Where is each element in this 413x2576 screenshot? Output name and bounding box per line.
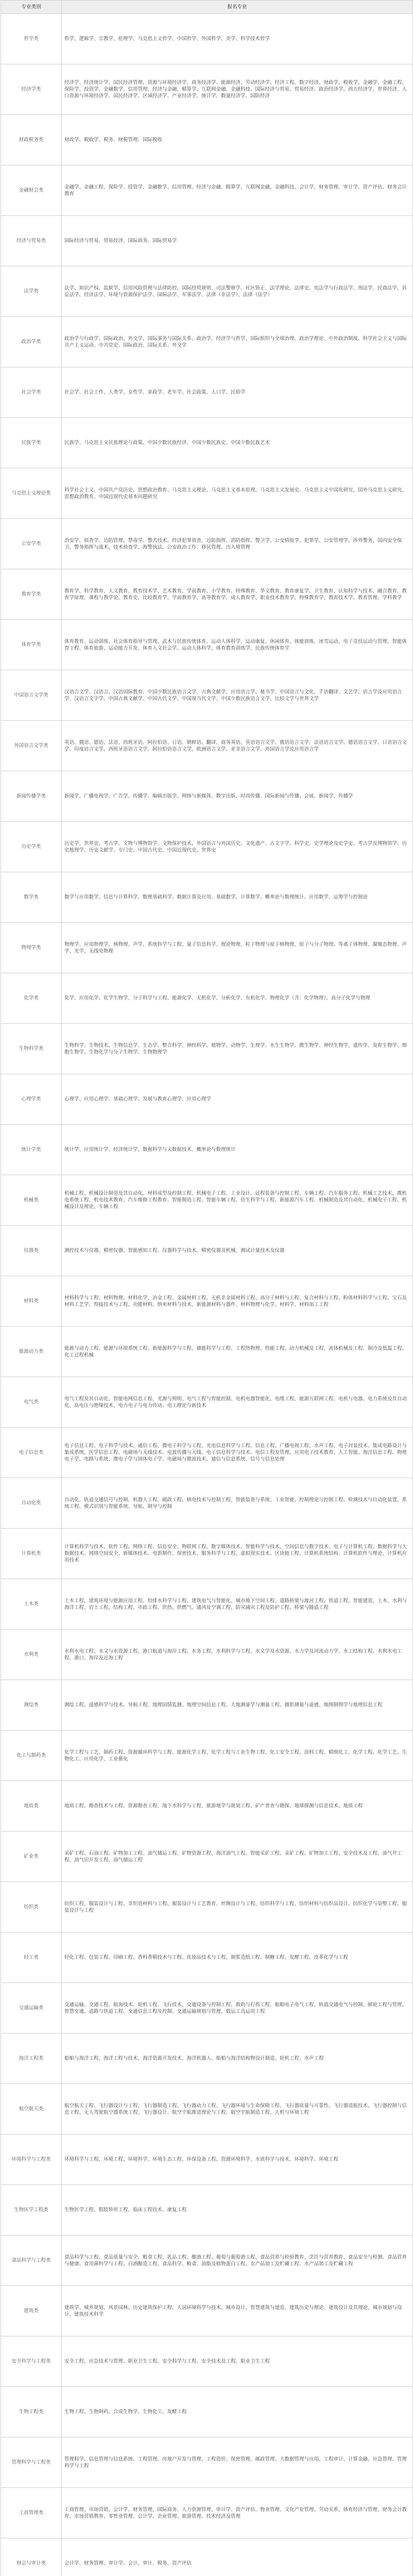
category-cell: 矿业类 — [1, 1832, 62, 1882]
majors-cell: 化学、应用化学、化学生物学、分子科学与工程、能源化学、无机化学、分析化学、有机化学、物理化学（含：化学物理）、高分子化学与物理 — [62, 973, 413, 1024]
category-cell: 统计学类 — [1, 1125, 62, 1175]
category-cell: 安全科学与工程类 — [1, 2336, 62, 2387]
majors-cell: 政治学与行政学、国际政治、外交学、国际事务与国际关系、政治学、经济学与哲学、国际组织与全球治理、政治学理论、中外政治制度、科学社会主义与国际共产主义运动、中共党史、国际政治、国际关系、外交学 — [62, 317, 413, 367]
category-cell: 化工与制药类 — [1, 1731, 62, 1781]
table-row — [1, 317, 413, 367]
table-row — [1, 1630, 413, 1680]
majors-cell: 生物科学、生物技术、生物信息学、生态学、整合科学、神经科学、植物学、动物学、生理学、水生生物学、微生物学、神经生物学、遗传学、发育生物学、细胞生物学、生物化学与分子生物学、生物物理学 — [62, 1024, 413, 1074]
table-row — [1, 1882, 413, 1933]
table-row — [1, 2437, 413, 2488]
table-row — [1, 418, 413, 468]
majors-cell: 历史学、世界史、考古学、文物与博物馆学、文物保护技术、外国语言与外国历史、文化遗产、古文字学、科学史、史学理论及史学史、考古学及博物馆学、历史地理学、历史文献学、专门史、中国古代史、中国近现代史、世界史 — [62, 822, 413, 872]
majors-cell: 机械工程、机械设计制造及其自动化、材料成型及控制工程、机械电子工程、工业设计、过程装备与控制工程、车辆工程、汽车服务工程、机械工艺技术、微机电系统工程、机电技术教育、汽车维修工程教育、智能制造工程、智能车辆工程、仿生科学与工程、新能源汽车工程、机械制造及其自动化、机械电子工程、机械设计及理论、车辆工程 — [62, 1175, 413, 1226]
majors-cell: 测绘工程、遥感科学与技术、导航工程、地理国情监测、地理空间信息工程、大地测量学与测量工程、摄影测量与遥感、地图制图学与地理信息工程 — [62, 1680, 413, 1731]
table-row — [1, 1125, 413, 1175]
majors-cell: 统计学、应用统计学、经济统计学、数据科学与大数据技术、概率论与数理统计 — [62, 1125, 413, 1175]
majors-cell: 管理科学、信息管理与信息系统、工程管理、房地产开发与管理、工程造价、保密管理、邮政管理、大数据管理与应用、工程审计、计算金融、应急管理、管理科学与工程 — [62, 2437, 413, 2488]
category-cell: 金融财会类 — [1, 165, 62, 216]
majors-cell: 社会学、社会工作、人类学、女性学、家政学、老年学、社会政策、人口学、民俗学 — [62, 367, 413, 418]
majors-cell: 食品科学与工程、食品质量与安全、粮食工程、乳品工程、酿酒工程、葡萄与葡萄酒工程、食品营养与检验教育、烹饪与营养教育、食品安全与检测、食品营养与健康、食用菌科学与工程、白酒酿造工程、食品科学、粮食、油脂及植物蛋白工程、农产品加工及贮藏工程、水产品加工及贮藏工程 — [62, 2235, 413, 2286]
category-cell: 能源动力类 — [1, 1327, 62, 1377]
table-row — [1, 165, 413, 216]
table-row — [1, 1781, 413, 1832]
table-row — [1, 1327, 413, 1377]
table-row — [1, 872, 413, 923]
majors-cell: 纺织工程、服装设计与工程、非织造材料与工程、服装设计与工艺教育、丝绸设计与工程、纺织科学与工程、纺织材料与纺织品设计、纺织化学与染整工程、服装设计与工程 — [62, 1882, 413, 1933]
majors-cell: 生物医学工程、假肢矫形工程、临床工程技术、康复工程 — [62, 2185, 413, 2235]
table-row — [1, 2336, 413, 2387]
table-row — [1, 2488, 413, 2538]
table-row — [1, 670, 413, 721]
table-row — [1, 367, 413, 418]
majors-cell: 轻化工程、包装工程、印刷工程、香料香精技术与工程、化妆品技术与工程、制浆造纸工程、制糖工程、发酵工程、皮革化学与工程 — [62, 1933, 413, 1983]
table-row — [1, 1276, 413, 1327]
table-row — [1, 2286, 413, 2336]
table-row — [1, 519, 413, 569]
majors-cell: 电子信息工程、电子科学与技术、通信工程、微电子科学与工程、光电信息科学与工程、信息工程、广播电视工程、水声工程、电子封装技术、集成电路设计与集成系统、医学信息工程、电磁场与无线技术、电波传播与天线、电子信息科学与技术、电信工程及管理、应用电子技术教育、人工智能、海洋信息工程、物理电子学、电路与系统、微电子学与固体电子学、电磁场与微波技术、通信与信息系统、信号与信息处理 — [62, 1428, 413, 1478]
majors-cell: 金融学、金融工程、保险学、投资学、金融数学、信用管理、经济与金融、精算学、互联网金融、金融科技、会计学、财务管理、审计学、资产评估、财务会计教育 — [62, 165, 413, 216]
majors-cell: 物理学、应用物理学、核物理、声学、系统科学与工程、量子信息科学、理论物理、粒子物理与原子核物理、原子与分子物理、等离子体物理、凝聚态物理、声学、光学、无线电物理 — [62, 923, 413, 973]
table-row — [1, 1377, 413, 1428]
category-cell: 社会学类 — [1, 367, 62, 418]
majors-cell: 生物工程、生物制药、合成生物学、生物化工、发酵工程 — [62, 2387, 413, 2437]
category-cell: 体育学类 — [1, 620, 62, 670]
category-cell: 化学类 — [1, 973, 62, 1024]
table-row — [1, 2387, 413, 2437]
category-cell: 数学类 — [1, 872, 62, 923]
majors-cell: 工商管理、市场营销、会计学、财务管理、国际商务、人力资源管理、审计学、资产评估、物业管理、文化产业管理、劳动关系、体育经济与管理、财务会计教育、市场营销教育、零售业管理、会计学、企业管理、旅游管理、技术经济及管理 — [62, 2488, 413, 2538]
table-row — [1, 1226, 413, 1276]
majors-cell: 环境科学与工程、环境工程、环境科学、环境生态工程、环保设备工程、资源环境科学、水质科学与技术、环境科学、环境工程 — [62, 2134, 413, 2185]
majors-cell: 测控技术与仪器、精密仪器、智能感知工程、仪器科学与技术、精密仪器及机械、测试计量技术及仪器 — [62, 1226, 413, 1276]
category-cell: 心理学类 — [1, 1074, 62, 1125]
header-row — [1, 1, 413, 14]
table-row — [1, 1478, 413, 1529]
table-body — [1, 14, 413, 2576]
majors-cell: 能源与动力工程、能源与环境系统工程、新能源科学与工程、储能科学与工程、工程热物理、热能工程、动力机械及工程、流体机械及工程、制冷及低温工程、化工过程机械 — [62, 1327, 413, 1377]
category-cell: 地质类 — [1, 1781, 62, 1832]
majors-cell: 新闻学、广播电视学、广告学、传播学、编辑出版学、网络与新媒体、数字出版、时尚传播、国际新闻与传播、会展、新闻学、传播学 — [62, 771, 413, 822]
category-cell: 仪器类 — [1, 1226, 62, 1276]
table-row — [1, 2084, 413, 2134]
majors-cell: 交通运输、交通工程、航海技术、轮机工程、飞行技术、交通设备与控制工程、救助与打捞工程、船舶电子电气工程、轨道交通电气与控制、邮轮工程与管理、智慧交通、道路与铁道工程、交通信息工程及控制、交通运输规划与管理、载运工具运用工程 — [62, 1983, 413, 2033]
table-row — [1, 721, 413, 771]
majors-cell: 体育教育、运动训练、社会体育指导与管理、武术与民族传统体育、运动人体科学、运动康复、休闲体育、体能训练、冰雪运动、电子竞技运动与管理、智能体育工程、体育旅游、运动能力开发、体育人文社会学、运动人体科学、体育教育训练学、民族传统体育学 — [62, 620, 413, 670]
table-row — [1, 1175, 413, 1226]
category-cell: 材料类 — [1, 1276, 62, 1327]
table-row — [1, 468, 413, 519]
majors-cell: 电气工程及其自动化、智能电网信息工程、光源与照明、电气工程与智能控制、电机电器智能化、电缆工程、能源互联网工程、电机与电器、电力系统及其自动化、高电压与绝缘技术、电力电子与电力传动、电工理论与新技术 — [62, 1377, 413, 1428]
category-cell: 财会与审计类 — [1, 2538, 62, 2576]
category-cell: 测绘类 — [1, 1680, 62, 1731]
majors-cell: 水利水电工程、水文与水资源工程、港口航道与海岸工程、水务工程、水利科学与工程、水文学及水资源、水力学及河流动力学、水工结构工程、水利水电工程、港口、海岸及近海工程 — [62, 1630, 413, 1680]
table-row — [1, 2033, 413, 2084]
table-row — [1, 822, 413, 872]
majors-cell: 自动化、轨道交通信号与控制、机器人工程、邮政工程、核电技术与控制工程、智能装备与系统、工业智能、控制理论与控制工程、检测技术与自动化装置、系统工程、模式识别与智能系统、导航、制导与控制 — [62, 1478, 413, 1529]
table-row — [1, 216, 413, 266]
table-row — [1, 1428, 413, 1478]
category-cell: 计算机类 — [1, 1529, 62, 1579]
category-cell: 经济学类 — [1, 64, 62, 115]
table-row — [1, 266, 413, 317]
category-cell: 交通运输类 — [1, 1983, 62, 2033]
category-cell: 政治学类 — [1, 317, 62, 367]
category-cell: 公安学类 — [1, 519, 62, 569]
category-cell: 工商管理类 — [1, 2488, 62, 2538]
category-cell: 环境科学与工程类 — [1, 2134, 62, 2185]
majors-cell: 地质工程、勘查技术与工程、资源勘查工程、地下水科学与工程、旅游地学与规划工程、矿产普查与勘探、地球探测与信息技术、地质工程 — [62, 1781, 413, 1832]
category-cell: 物理学类 — [1, 923, 62, 973]
table-row — [1, 2235, 413, 2286]
category-cell: 中国语言文学类 — [1, 670, 62, 721]
category-cell: 纺织类 — [1, 1882, 62, 1933]
category-cell: 民族学类 — [1, 418, 62, 468]
category-cell: 历史学类 — [1, 822, 62, 872]
majors-cell: 法学、知识产权、监狱学、信用风险管理与法律防控、国际经贸规则、司法警察学、社区矫正、法学理论、法律史、宪法学与行政法学、刑法学、民商法学、诉讼法学、经济法学、环境与资源保护法学、国际法学、军事法学、法律（非法学）、法律（法学） — [62, 266, 413, 317]
majors-cell: 哲学、逻辑学、宗教学、伦理学、马克思主义哲学、中国哲学、外国哲学、美学、科学技术哲学 — [62, 14, 413, 64]
table-row — [1, 2134, 413, 2185]
majors-cell: 建筑学、城乡规划、风景园林、历史建筑保护工程、人居环境科学与技术、城市设计、智慧建筑与建造、建筑历史与理论、建筑设计及其理论、城市规划与设计、建筑技术科学 — [62, 2286, 413, 2336]
category-cell: 生物工程类 — [1, 2387, 62, 2437]
table-row — [1, 14, 413, 64]
category-cell: 食品科学与工程类 — [1, 2235, 62, 2286]
table-row — [1, 1074, 413, 1125]
majors-cell: 土木工程、建筑环境与能源应用工程、给排水科学与工程、建筑电气与智能化、城市地下空间工程、道路桥梁与渡河工程、铁道工程、智能建造、土木、水利与海洋工程、岩土工程、结构工程、市政工程、供热、供燃气、通风及空调工程、防灾减灾工程及防护工程、桥梁与隧道工程 — [62, 1579, 413, 1630]
category-cell: 建筑类 — [1, 2286, 62, 2336]
table-row — [1, 1024, 413, 1074]
majors-cell: 治安学、侦查学、边防管理、禁毒学、警犬技术、经济犯罪侦查、边防指挥、消防指挥、警卫学、公安情报学、犯罪学、公安管理学、涉外警务、国内安全保卫、警务指挥与战术、技术侦查学、海警执法、公安政治工作、移民管理、出入境管理 — [62, 519, 413, 569]
majors-cell: 科学社会主义、中国共产党历史、思想政治教育、马克思主义理论、马克思主义基本原理、马克思主义发展史、马克思主义中国化研究、国外马克思主义研究、思想政治教育、中国近现代史基本问题研究 — [62, 468, 413, 519]
category-cell: 自动化类 — [1, 1478, 62, 1529]
majors-cell: 化学工程与工艺、制药工程、资源循环科学与工程、能源化学工程、化学工程与工业生物工程、化工安全工程、涂料工程、精细化工、化学工程、化学工艺、生物化工、应用化学、工业催化 — [62, 1731, 413, 1781]
category-cell: 哲学类 — [1, 14, 62, 64]
category-cell: 新闻传播学类 — [1, 771, 62, 822]
table-row — [1, 569, 413, 620]
category-cell: 经济与贸易类 — [1, 216, 62, 266]
table-row — [1, 115, 413, 165]
category-cell: 法学类 — [1, 266, 62, 317]
category-cell: 教育学类 — [1, 569, 62, 620]
table-row — [1, 923, 413, 973]
category-cell: 电子信息类 — [1, 1428, 62, 1478]
table-row — [1, 620, 413, 670]
category-cell: 轻工类 — [1, 1933, 62, 1983]
category-cell: 管理科学与工程类 — [1, 2437, 62, 2488]
majors-cell: 经济学、经济统计学、国民经济管理、资源与环境经济学、商务经济学、能源经济、劳动经济学、经济工程、数字经济、财政学、税收学、金融学、金融工程、保险学、投资学、金融数学、信用管理、经济与金融、精算学、互联网金融、金融科技、国际经济与贸易、贸易经济、政治经济学、西方经济学、世界经济、人口资源与环境经济学、国民经济学、区域经济学、产业经济学、统计学、数量经济学、国防经济 — [62, 64, 413, 115]
category-cell: 生物科学类 — [1, 1024, 62, 1074]
table-row — [1, 1983, 413, 2033]
category-cell: 机械类 — [1, 1175, 62, 1226]
table-row — [1, 2538, 413, 2576]
majors-cell: 民族学、马克思主义民族理论与政策、中国少数民族经济、中国少数民族史、中国少数民族艺术 — [62, 418, 413, 468]
majors-header: 报名专业 — [62, 1, 413, 14]
majors-cell: 汉语言文学、汉语言、汉语国际教育、中国少数民族语言文学、古典文献学、应用语言学、秘书学、中国语言与文化、手语翻译、文艺学、语言学及应用语言学、汉语言文字学、中国古典文献学、中国古代文学、中国现当代文学、中国少数民族语言文学、比较文学与世界文学 — [62, 670, 413, 721]
majors-cell: 航空航天工程、飞行器设计与工程、飞行器制造工程、飞行器动力工程、飞行器环境与生命保障工程、飞行器质量与可靠性、飞行器适航技术、飞行器控制与信息工程、无人驾驶航空器系统工程、飞行器设计、航空宇航推进理论与工程、航空宇航制造工程、人机与环境工程 — [62, 2084, 413, 2134]
table-row — [1, 1529, 413, 1579]
table-row — [1, 2185, 413, 2235]
majors-cell: 计算机科学与技术、软件工程、网络工程、信息安全、物联网工程、数字媒体技术、智能科学与技术、空间信息与数字技术、电子与计算机工程、数据科学与大数据技术、网络空间安全、新媒体技术、电影制作、保密技术、服务科学与工程、虚拟现实技术、区块链工程、计算机系统结构、计算机软件与理论、计算机应用技术 — [62, 1529, 413, 1579]
majors-cell: 材料科学与工程、材料物理、材料化学、冶金工程、金属材料工程、无机非金属材料工程、高分子材料与工程、复合材料与工程、粉体材料科学与工程、宝石及材料工艺学、焊接技术与工程、功能材料、纳米材料与技术、新能源材料与器件、材料物理与化学、材料学、材料加工工程 — [62, 1276, 413, 1327]
category-cell: 航空航天类 — [1, 2084, 62, 2134]
category-cell: 海洋工程类 — [1, 2033, 62, 2084]
majors-cell: 国际经济与贸易、贸易经济、国际商务、国际贸易学 — [62, 216, 413, 266]
table-row — [1, 771, 413, 822]
majors-cell: 船舶与海洋工程、海洋工程与技术、海洋资源开发技术、海洋机器人、船舶与海洋结构物设计制造、轮机工程、水声工程 — [62, 2033, 413, 2084]
table-row — [1, 1832, 413, 1882]
majors-table — [1, 0, 413, 2576]
table-row — [1, 973, 413, 1024]
category-header: 专业类别 — [1, 1, 62, 14]
table-row — [1, 1680, 413, 1731]
majors-cell: 安全工程、应急技术与管理、职业卫生工程、安全科学与工程、安全技术及工程、职业卫生工程 — [62, 2336, 413, 2387]
majors-cell: 会计学、财务管理、审计学、会计、审计、税务、资产评估 — [62, 2538, 413, 2576]
category-cell: 马克思主义理论类 — [1, 468, 62, 519]
table-row — [1, 1579, 413, 1630]
category-cell: 财政税务类 — [1, 115, 62, 165]
majors-cell: 数学与应用数学、信息与计算科学、数理基础科学、数据计算及应用、基础数学、计算数学、概率论与数理统计、应用数学、运筹学与控制论 — [62, 872, 413, 923]
majors-cell: 采矿工程、石油工程、矿物加工工程、油气储运工程、矿物资源工程、海洋油气工程、智能采矿工程、采矿工程、矿物加工工程、安全技术及工程、油气井工程、油气田开发工程、油气储运工程 — [62, 1832, 413, 1882]
majors-cell: 英语、俄语、德语、法语、西班牙语、阿拉伯语、日语、朝鲜语、翻译、商务英语、英语语言文学、俄语语言文学、法语语言文学、德语语言文学、日语语言文学、印度语言文学、西班牙语语言文学、阿拉伯语语言文学、欧洲语言文学、亚非语言文学、外国语言学及应用语言学 — [62, 721, 413, 771]
category-cell: 土木类 — [1, 1579, 62, 1630]
category-cell: 生物医学工程类 — [1, 2185, 62, 2235]
majors-cell: 财政学、税收学、税务、财税管理、国际税收 — [62, 115, 413, 165]
majors-cell: 教育学、科学教育、人文教育、教育技术学、艺术教育、学前教育、小学教育、特殊教育、华文教育、教育康复学、卫生教育、认知科学与技术、融合教育、教育学原理、课程与教学论、教育史、比较教育学、学前教育学、高等教育学、成人教育学、职业技术教育学、特殊教育学、教育技术学、教育管理、学科教学 — [62, 569, 413, 620]
table-row — [1, 1933, 413, 1983]
category-cell: 外国语言文学类 — [1, 721, 62, 771]
table-row — [1, 1731, 413, 1781]
table-row — [1, 64, 413, 115]
category-cell: 水利类 — [1, 1630, 62, 1680]
majors-cell: 心理学、应用心理学、基础心理学、发展与教育心理学、应用心理学 — [62, 1074, 413, 1125]
category-cell: 电气类 — [1, 1377, 62, 1428]
